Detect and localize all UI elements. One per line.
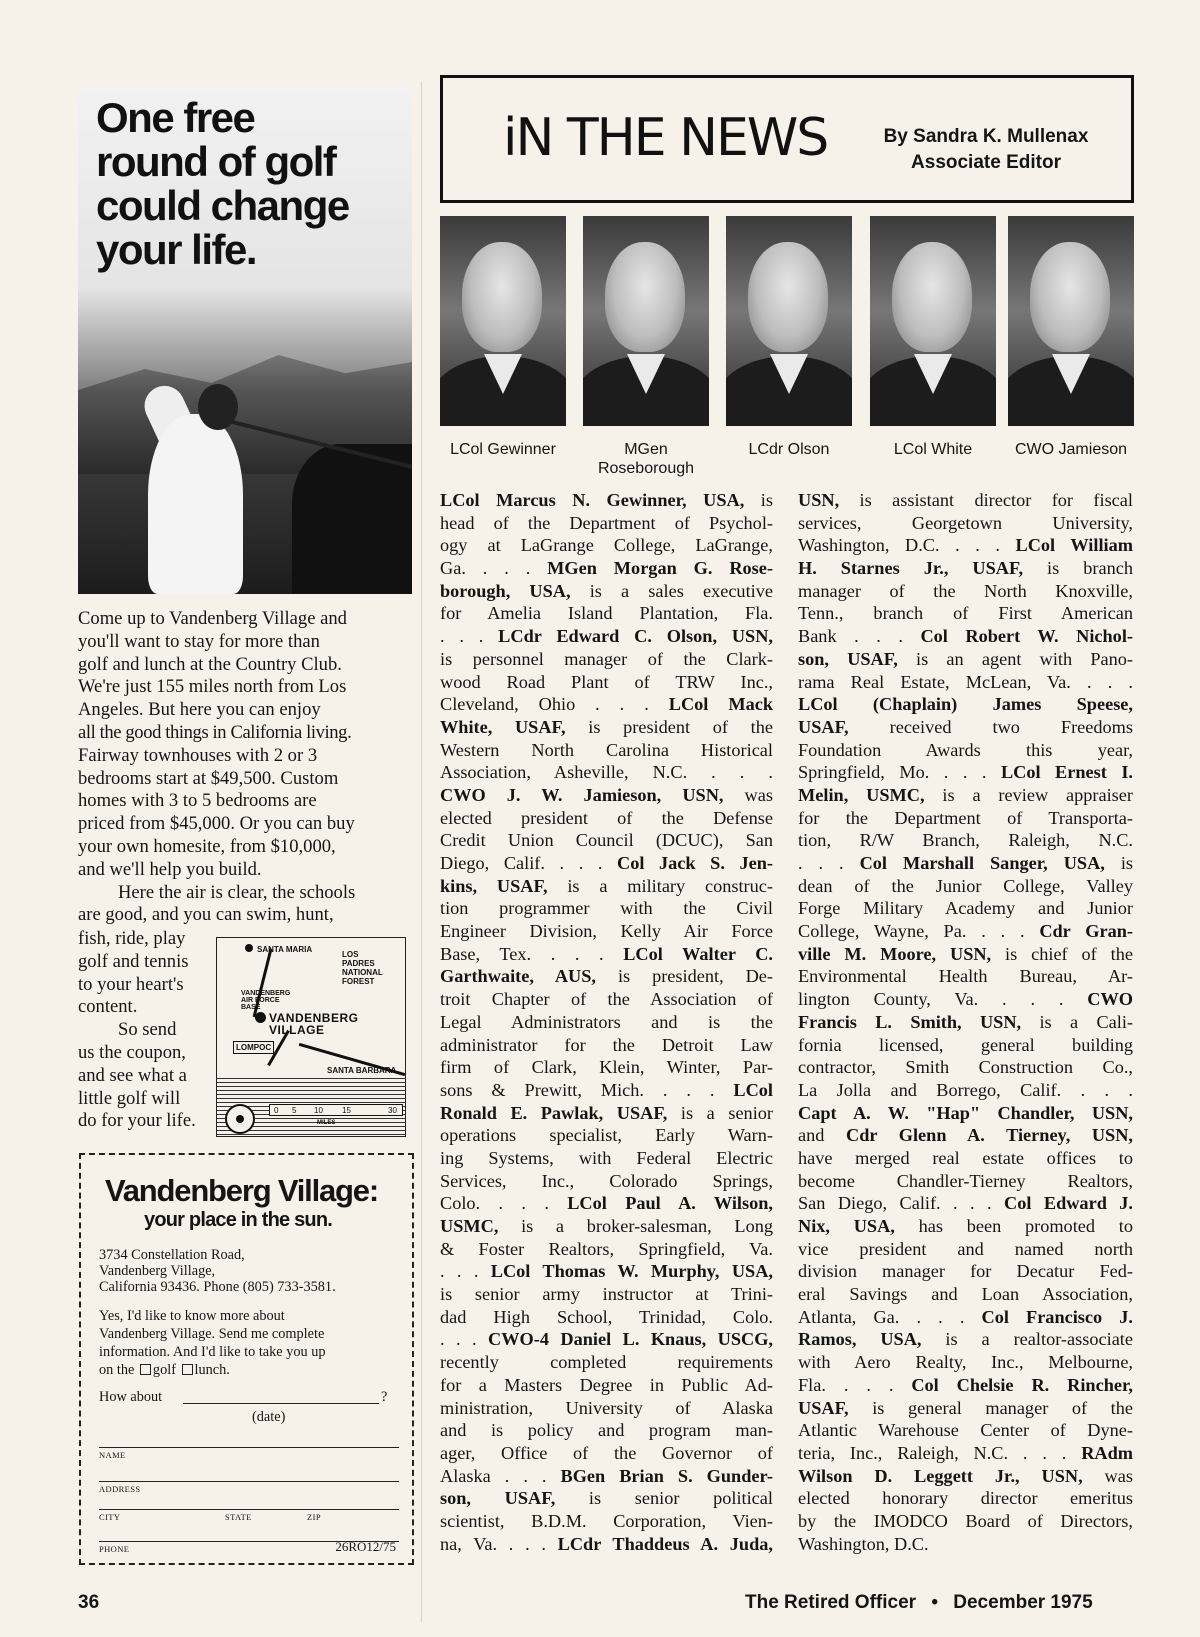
- map-label-line: LOS: [342, 950, 359, 959]
- address-field[interactable]: [99, 1481, 399, 1494]
- phone-field-label: PHONE: [99, 1544, 130, 1554]
- ad-narrow-line: us the coupon,: [78, 1041, 186, 1063]
- compass-icon: [225, 1104, 255, 1134]
- article-line: firm of Clark, Klein, Winter, Par-: [440, 1057, 773, 1078]
- article-line: Washington, D.C.: [798, 1533, 929, 1554]
- article-line: dad High School, Trinidad, Colo.: [440, 1306, 773, 1327]
- article-line: College, Wayne, Pa. . . . Cdr Gran-: [798, 921, 1133, 942]
- article-line: tion, R/W Branch, Raleigh, N.C.: [798, 830, 1133, 851]
- article-line: CWO J. W. Jamieson, USN, was: [440, 784, 773, 805]
- article-line: and Cdr Glenn A. Tierney, USN,: [798, 1125, 1133, 1146]
- article-line: White, USAF, is president of the: [440, 716, 773, 737]
- map-scale-bar: [269, 1104, 403, 1116]
- ad-headline: [96, 96, 396, 272]
- article-line: recently completed requirements: [440, 1352, 773, 1373]
- photo-caption: [726, 440, 852, 459]
- ad-body-line: Come up to Vandenberg Village and: [78, 608, 347, 629]
- article-line: Association, Asheville, N.C. . . .: [440, 762, 773, 783]
- article-line: ogy at LaGrange College, LaGrange,: [440, 535, 773, 556]
- ad-body-line: your own homesite, from $10,000,: [78, 835, 336, 857]
- article-line: for a Masters Degree in Public Ad-: [440, 1374, 773, 1395]
- article-line: sons & Prewitt, Mich. . . . LCol: [440, 1079, 773, 1100]
- ad-body-line: bedrooms start at $49,500. Custom: [78, 767, 339, 789]
- map-label-line: VANDENBERG: [269, 1011, 359, 1025]
- santa-maria-marker: [245, 944, 253, 952]
- article-line: Fla. . . . Col Chelsie R. Rincher,: [798, 1374, 1133, 1395]
- caption-line: CWO Jamieson: [1014, 441, 1128, 458]
- portrait-photo: [583, 216, 709, 426]
- section-title: iN THE NEWS: [503, 108, 828, 168]
- caption-line: LCdr Olson: [748, 441, 830, 458]
- ad-body-line: homes with 3 to 5 bedrooms are: [78, 790, 317, 812]
- ad-headline-line: One free: [96, 94, 255, 141]
- article-line: for Amelia Island Plantation, Fla.: [440, 603, 773, 624]
- location-map: [216, 937, 406, 1137]
- ad-narrow-line: So send: [118, 1019, 177, 1041]
- request-line: Yes, I'd like to know more about: [99, 1308, 285, 1324]
- byline-author: By Sandra K. Mullenax: [883, 126, 1089, 147]
- ad-narrow-line: content.: [78, 996, 138, 1018]
- article-line: . . . LCol Thomas W. Murphy, USA,: [440, 1261, 773, 1282]
- ad-headline-line: could change: [96, 182, 349, 229]
- article-line: USAF, is general manager of the: [798, 1397, 1133, 1418]
- ad-body-line: priced from $45,000. Or you can buy: [78, 813, 355, 835]
- article-line: Base, Tex. . . . LCol Walter C.: [440, 943, 773, 964]
- article-line: eral Savings and Loan Association,: [798, 1284, 1133, 1305]
- map-label-santa-maria: SANTA MARIA: [257, 945, 313, 954]
- news-header-box: [440, 75, 1134, 203]
- article-line: son, USAF, is senior political: [440, 1488, 773, 1509]
- address-line: 3734 Constellation Road,: [99, 1247, 245, 1263]
- ad-narrow-line: little golf will: [78, 1087, 181, 1109]
- question-mark: ?: [381, 1389, 388, 1405]
- article-line: Melin, USMC, is a review appraiser: [798, 784, 1134, 805]
- article-line: Francis L. Smith, USN, is a Cali-: [798, 1011, 1133, 1032]
- article-line: LCol (Chaplain) James Speese,: [798, 694, 1133, 715]
- map-label-line: VANDENBERG: [241, 990, 291, 997]
- article-line: head of the Department of Psychol-: [440, 512, 773, 533]
- article-line: teria, Inc., Raleigh, N.C. . . . RAdm: [798, 1442, 1133, 1463]
- zip-field-label: ZIP: [307, 1512, 321, 1522]
- article-line: manager of the North Knoxville,: [798, 580, 1133, 601]
- trees-graphic: [292, 444, 412, 594]
- article-line: Diego, Calif. . . . Col Jack S. Jen-: [440, 853, 773, 873]
- footer-bullet: •: [931, 1592, 938, 1613]
- address-field-label: ADDRESS: [99, 1484, 141, 1494]
- article-line: Springfield, Mo. . . . LCol Ernest I.: [798, 762, 1133, 783]
- ad-narrow-line: do for your life.: [78, 1110, 196, 1132]
- article-line: services, Georgetown University,: [798, 512, 1133, 533]
- ad-narrow-line: and see what a: [78, 1064, 187, 1086]
- article-line: Capt A. W. "Hap" Chandler, USN,: [798, 1102, 1133, 1123]
- article-line: ing Systems, with Federal Electric: [440, 1147, 773, 1168]
- article-line: & Foster Realtors, Springfield, Va.: [440, 1238, 773, 1259]
- golfer-head-graphic: [198, 384, 238, 430]
- ad-body-line: Here the air is clear, the schools: [118, 881, 356, 903]
- article-line: San Diego, Calif. . . . Col Edward J.: [798, 1193, 1133, 1214]
- article-line: is senior army instructor at Trini-: [440, 1284, 773, 1305]
- article-line: operations specialist, Early Warn-: [440, 1125, 773, 1146]
- article-line: H. Starnes Jr., USAF, is branch: [798, 558, 1133, 579]
- map-label-line: PADRES: [342, 959, 375, 968]
- golfer-graphic: [148, 414, 243, 594]
- map-label-forest: [342, 950, 383, 986]
- city-state-zip-field[interactable]: [99, 1509, 399, 1522]
- article-line: Credit Union Council (DCUC), San: [440, 830, 773, 851]
- article-line: Tenn., branch of First American: [798, 603, 1133, 624]
- scale-tick: 15: [342, 1106, 351, 1115]
- article-line: borough, USA, is a sales executive: [440, 580, 773, 601]
- ad-body-line: you'll want to stay for more than: [78, 630, 320, 652]
- ad-headline-line: your life.: [96, 226, 257, 273]
- request-line: information. And I'd like to take you up: [99, 1344, 326, 1360]
- caption-line: LCol White: [893, 441, 973, 458]
- ad-narrow-line: fish, ride, play: [78, 928, 186, 949]
- scale-tick: 5: [292, 1106, 297, 1115]
- caption-line: MGen: [624, 441, 668, 458]
- article-line: Legal Administrators and is the: [440, 1011, 773, 1032]
- lunch-checkbox[interactable]: [182, 1364, 193, 1375]
- ad-narrow-line: to your heart's: [78, 973, 184, 995]
- article-line: vice president and named north: [798, 1238, 1133, 1259]
- article-line: tion programmer with the Civil: [440, 898, 773, 919]
- ad-body-line: Fairway townhouses with 2 or 3: [78, 744, 318, 766]
- request-line: [99, 1361, 409, 1379]
- article-line: Atlantic Warehouse Center of Dyne-: [798, 1420, 1133, 1441]
- article-line: troit Chapter of the Association of: [440, 989, 773, 1010]
- article-line: Environmental Health Bureau, Ar-: [798, 966, 1133, 987]
- map-label-line: BASE: [241, 1004, 261, 1011]
- article-line: Engineer Division, Kelly Air Force: [440, 921, 773, 942]
- article-line: rama Real Estate, McLean, Va. . . .: [798, 671, 1133, 692]
- article-line: division manager for Decatur Fed-: [798, 1261, 1133, 1282]
- article-line: Bank . . . Col Robert W. Nichol-: [798, 626, 1133, 647]
- map-label-line: VILLAGE: [269, 1023, 325, 1037]
- article-line: kins, USAF, is a military construc-: [440, 875, 773, 896]
- article-line: for the Department of Transporta-: [798, 807, 1133, 828]
- article-line: elected president of the Defense: [440, 807, 773, 828]
- article-line: Nix, USA, has been promoted to: [798, 1216, 1133, 1236]
- article-line: Forge Military Academy and Junior: [798, 898, 1133, 919]
- map-label-village: [269, 1012, 358, 1036]
- golf-label: golf: [152, 1362, 176, 1378]
- article-line: Ramos, USA, is a realtor-associate: [798, 1329, 1134, 1350]
- ad-body-line: and we'll help you build.: [78, 858, 262, 880]
- article-line: Garthwaite, AUS, is president, De-: [440, 966, 773, 987]
- article-line: ville M. Moore, USN, is chief of the: [798, 943, 1133, 964]
- golf-ad-photo: [78, 84, 412, 594]
- byline-role: Associate Editor: [911, 152, 1061, 173]
- coupon-code: 26RO12/75: [335, 1539, 396, 1554]
- map-label-line: NATIONAL: [342, 968, 383, 977]
- ad-body-line: golf and lunch at the Country Club.: [78, 653, 342, 675]
- article-line: Colo. . . . LCol Paul A. Wilson,: [440, 1193, 773, 1214]
- article-line: become Chandler-Tierney Realtors,: [798, 1170, 1133, 1191]
- caption-line: Roseborough: [597, 460, 695, 477]
- article-line: dean of the Junior College, Valley: [798, 875, 1133, 896]
- article-line: Western North Carolina Historical: [440, 739, 773, 760]
- article-line: fornia licensed, general building: [798, 1034, 1133, 1055]
- map-scale-unit: MILES: [317, 1120, 336, 1126]
- page-number: 36: [78, 1592, 100, 1613]
- article-line: elected honorary director emeritus: [798, 1488, 1133, 1509]
- scale-tick: 30: [388, 1106, 397, 1115]
- article-line: . . . Col Marshall Sanger, USA, is: [798, 853, 1134, 873]
- photo-caption: [1002, 440, 1140, 459]
- article-column-2: [798, 489, 1133, 1555]
- article-line: scientist, B.D.M. Corporation, Vien-: [440, 1510, 773, 1531]
- article-line: wood Road Plant of TRW Inc.,: [440, 671, 773, 692]
- state-field-label: STATE: [225, 1512, 252, 1522]
- article-line: with Aero Realty, Inc., Melbourne,: [798, 1352, 1133, 1373]
- portrait-photo: [440, 216, 566, 426]
- article-line: USAF, received two Freedoms: [798, 716, 1133, 737]
- photo-caption: [440, 440, 566, 459]
- map-label-line: FOREST: [342, 977, 375, 986]
- article-line: . . . LCdr Edward C. Olson, USN,: [440, 626, 773, 647]
- page-footer: [745, 1592, 1135, 1614]
- coupon-address: [99, 1247, 409, 1295]
- city-field-label: CITY: [99, 1512, 121, 1522]
- coupon-subtitle: your place in the sun.: [144, 1209, 332, 1231]
- issue-date: December 1975: [953, 1592, 1093, 1613]
- article-line: . . . CWO-4 Daniel L. Knaus, USCG,: [440, 1329, 774, 1350]
- article-line: have merged real estate offices to: [798, 1147, 1133, 1168]
- map-label-vafb: [241, 990, 290, 1011]
- byline: [861, 124, 1111, 176]
- article-line: administrator for the Detroit Law: [440, 1034, 773, 1055]
- article-line: Ga. . . . MGen Morgan G. Rose-: [440, 558, 773, 579]
- name-field[interactable]: [99, 1447, 399, 1460]
- article-line: lington County, Va. . . . CWO: [798, 989, 1133, 1010]
- address-line: Vandenberg Village,: [99, 1263, 216, 1279]
- portrait-photo: [1008, 216, 1134, 426]
- date-label: (date): [252, 1409, 286, 1425]
- request-prefix: on the: [99, 1362, 135, 1378]
- article-line: contractor, Smith Construction Co.,: [798, 1057, 1133, 1078]
- article-column-1: [440, 489, 773, 1555]
- map-label-santa-barbara: SANTA BARBARA: [327, 1066, 397, 1075]
- golf-checkbox[interactable]: [140, 1364, 151, 1375]
- portrait-photo: [726, 216, 852, 426]
- ad-body-line: are good, and you can swim, hunt,: [78, 904, 334, 926]
- article-line: La Jolla and Borrego, Calif. . . .: [798, 1079, 1133, 1100]
- name-field-label: NAME: [99, 1450, 126, 1460]
- article-line: by the IMODCO Board of Directors,: [798, 1510, 1133, 1531]
- photo-caption: [583, 440, 709, 478]
- article-line: Ronald E. Pawlak, USAF, is a senior: [440, 1102, 773, 1123]
- ad-narrow-text: [78, 928, 216, 1133]
- article-line: Foundation Awards this year,: [798, 739, 1133, 760]
- article-line: USMC, is a broker-salesman, Long: [440, 1216, 773, 1236]
- ad-body-line: Angeles. But here you can enjoy: [78, 699, 321, 721]
- ad-body-text: [78, 608, 412, 927]
- ad-headline-line: round of golf: [96, 138, 336, 185]
- lunch-label: lunch.: [194, 1362, 230, 1378]
- village-marker: [255, 1012, 266, 1023]
- map-label-line: AIR FORCE: [241, 997, 280, 1004]
- ad-body-line: We're just 155 miles north from Los: [78, 676, 347, 698]
- map-label-lompoc: LOMPOC: [233, 1041, 274, 1054]
- column-divider: [421, 82, 422, 1622]
- scale-tick: 10: [314, 1106, 323, 1115]
- scale-tick: 0: [274, 1106, 279, 1115]
- portrait-photo: [870, 216, 996, 426]
- publication-name: The Retired Officer: [745, 1592, 917, 1613]
- article-line: is personnel manager of the Clark-: [440, 648, 773, 669]
- article-line: na, Va. . . . LCdr Thaddeus A. Juda,: [440, 1533, 773, 1554]
- ad-body-line: all the good things in California living.: [78, 721, 352, 743]
- date-input-line[interactable]: [183, 1403, 379, 1404]
- address-line: California 93436. Phone (805) 733-3581.: [99, 1279, 336, 1295]
- caption-line: LCol Gewinner: [450, 441, 556, 458]
- article-line: Alaska . . . BGen Brian S. Gunder-: [440, 1465, 773, 1486]
- article-line: and is policy and program man-: [440, 1420, 773, 1441]
- how-about-label: How about: [99, 1389, 163, 1405]
- ad-narrow-line: golf and tennis: [78, 950, 189, 972]
- article-line: Washington, D.C. . . . LCol William: [798, 535, 1133, 556]
- reply-coupon[interactable]: [79, 1153, 414, 1565]
- article-line: ministration, University of Alaska: [440, 1397, 773, 1418]
- article-line: ager, Office of the Governor of: [440, 1442, 773, 1463]
- request-line: Vandenberg Village. Send me complete: [99, 1326, 325, 1342]
- article-line: LCol Marcus N. Gewinner, USA, is: [440, 490, 773, 510]
- article-line: Atlanta, Ga. . . . Col Francisco J.: [798, 1306, 1133, 1327]
- article-line: Services, Inc., Colorado Springs,: [440, 1170, 773, 1191]
- article-line: Cleveland, Ohio . . . LCol Mack: [440, 694, 773, 715]
- photo-caption: [870, 440, 996, 459]
- article-line: son, USAF, is an agent with Pano-: [798, 648, 1133, 669]
- coupon-title: Vandenberg Village:: [105, 1173, 378, 1208]
- article-line: Wilson D. Leggett Jr., USN, was: [798, 1465, 1133, 1486]
- coupon-request-text: [99, 1307, 409, 1379]
- article-line: USN, is assistant director for fiscal: [798, 490, 1133, 510]
